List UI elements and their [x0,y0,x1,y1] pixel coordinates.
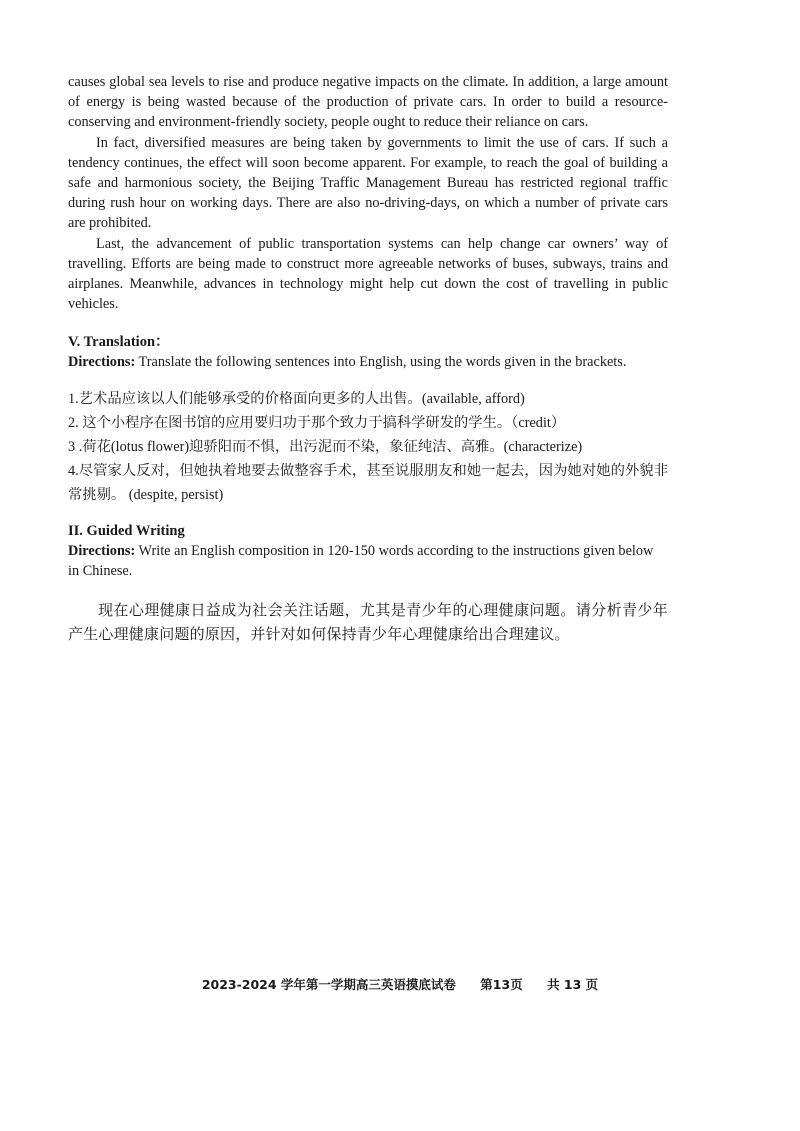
essay-paragraph-2: In fact, diversified measures are being taken by governments to limit the use of cars. If such a tendency continues, the effect will soon become apparent. For example, to reach the goal of building a safe and harmonious society, the Beijing Traffic Management Bureau has restricted regional traffic during rush hour on working days. There are also no-driving-days, on which a number of private cars are prohibited. [68,134,668,232]
footer-exam-title: 2023-2024 学年第一学期高三英语摸底试卷 [201,977,456,992]
footer-total-pages: 共 13 页 [547,977,599,992]
essay-paragraph-1: causes global sea levels to rise and produce negative impacts on the climate. In addition, a large amount of energy is being wasted because of the production of private cars. In order to build a resource-conserving and environment-friendly society, people ought to reduce their reliance on cars. [68,74,668,131]
writing-directions [68,541,668,581]
writing-heading: II. Guided Writing [68,522,185,539]
exam-page [68,72,668,647]
page-footer [0,975,800,993]
writing-directions-text: Write an English composition in 120-150 words according to the instructions given below in Chinese. [68,542,654,579]
translation-item-2: 2. 这个小程序在图书馆的应用要归功于那个致力于搞科学研发的学生。（credit） [68,414,566,431]
translation-directions [68,352,668,372]
essay-paragraph-3: Last, the advancement of public transportation systems can help change car owners’ way of travelling. Efforts are being made to construct more agreeable networks of buses, subways, trains and airplanes. Meanwhile, advances in technology might help cut down the cost of travelling in public vehicles. [68,235,668,313]
footer-page-number: 第13页 [480,977,523,992]
translation-heading: V. Translation： [68,334,170,351]
translation-item-4: 4.尽管家人反对，但她执着地要去做整容手术，甚至说服朋友和她一起去，因为她对她的外貌非常挑剔。 (despite, persist) [68,462,668,503]
translation-directions-text: Translate the following sentences into English, using the words given in the brackets. [135,354,627,371]
translation-directions-label: Directions: [68,354,136,371]
translation-item-3: 3 .荷花(lotus flower)迎骄阳而不惧，出污泥而不染，象征纯洁、高雅。(characterize) [68,438,583,455]
translation-item-1: 1.艺术品应该以人们能够承受的价格面向更多的人出售。(available, afford) [68,390,525,407]
writing-prompt: 现在心理健康日益成为社会关注话题，尤其是青少年的心理健康问题。请分析青少年产生心理健康问题的原因，并针对如何保持青少年心理健康给出合理建议。 [68,603,668,644]
writing-directions-label: Directions: [68,542,136,559]
